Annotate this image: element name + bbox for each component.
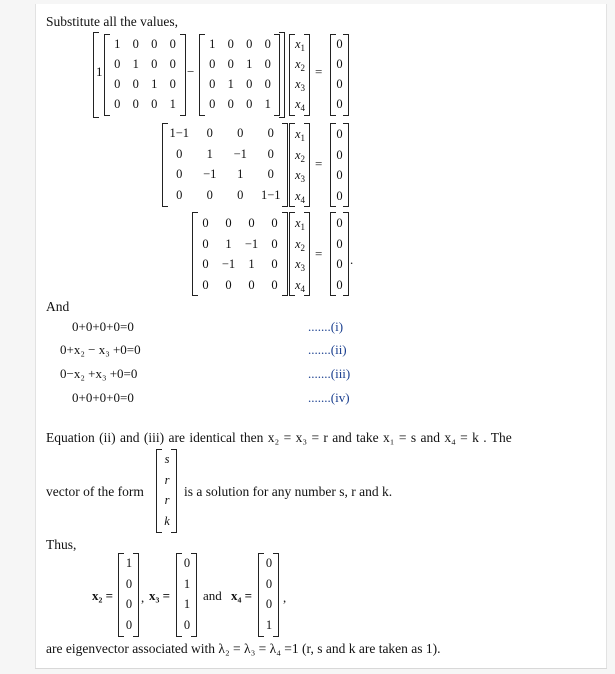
x-vector-cell: $x_1$	[294, 216, 306, 232]
eigvec-cell: 0	[183, 617, 191, 632]
matrix-2-cell: 0	[237, 126, 244, 140]
eigvec-cell: 1	[183, 576, 191, 591]
outer-bracket-right	[279, 32, 285, 118]
matrix-3-cell: 0	[202, 216, 209, 230]
eigvec-cell: 0	[183, 556, 191, 570]
identity-cell: 0	[169, 57, 176, 71]
identity-cell: 0	[132, 77, 139, 91]
identity-cell: 0	[132, 97, 139, 111]
identity-cell: 0	[169, 37, 176, 51]
equation-2: 0+x₂ − x₃ +0=0	[60, 342, 141, 357]
zero-vector-cell: 0	[336, 147, 343, 162]
a-matrix-cell: 0	[209, 97, 216, 111]
zero-vector-cell: 0	[336, 77, 343, 91]
minus-sign: −	[187, 64, 195, 79]
matrix-3-cell: −1	[244, 236, 259, 251]
scalar-one: 1	[96, 64, 103, 79]
eigvec-x3-name: x₃ =	[149, 588, 171, 603]
eigvec-x4	[260, 553, 278, 635]
vector-form-cell: s	[164, 452, 170, 466]
matrix-2-cell: 1−1	[260, 187, 281, 202]
equation-3: 0−x₂ +x₃ +0=0	[60, 366, 138, 381]
a-matrix-cell: 0	[227, 37, 234, 51]
zero-vector-cell: 0	[336, 97, 343, 111]
identity-cell: 0	[114, 57, 121, 71]
matrix-2-cell: 0	[267, 167, 274, 181]
x-vector-1	[291, 34, 309, 114]
a-matrix-cell: 1	[264, 97, 271, 111]
matrix-3-cell: 1	[248, 257, 255, 271]
x-vector-cell: $x_1$	[294, 37, 306, 53]
a-matrix-cell: 0	[227, 57, 234, 71]
matrix-2-cell: 0	[176, 146, 183, 161]
eigvec-x2-name: x₂ =	[92, 588, 114, 603]
identity-cell: 1	[151, 77, 158, 91]
x-vector-cell: $x_2$	[294, 236, 306, 253]
a-matrix-cell: 1	[227, 77, 234, 91]
vector-form	[158, 449, 176, 531]
eigvec-cell: 0	[125, 617, 133, 632]
a-matrix-cell: 1	[246, 57, 253, 71]
a-matrix-cell: 0	[264, 77, 271, 91]
matrix-2-cell: 1	[237, 167, 244, 181]
matrix-2-cell: 1	[206, 146, 213, 161]
eigvec-x3	[178, 553, 196, 635]
matrix-2-cell: 0	[267, 126, 274, 140]
vector-form-suffix: is a solution for any number s, r and k.	[184, 484, 393, 499]
vector-form-cell: r	[164, 472, 170, 487]
matrix-2-cell: 0	[237, 187, 244, 202]
a-matrix	[203, 34, 277, 114]
eigvec-and: and	[203, 588, 222, 603]
identity-cell: 1	[132, 57, 139, 71]
eigvec-x4-name: x₄ =	[231, 588, 253, 603]
matrix-3-cell: 0	[225, 277, 232, 292]
equation-tag-1: .......(i)	[308, 319, 344, 334]
trailing-dot: .	[350, 252, 354, 267]
matrix-3-cell: 0	[271, 236, 278, 251]
identity-cell: 0	[151, 37, 158, 51]
zero-vector-2	[331, 124, 348, 206]
matrix-3-cell: 0	[202, 257, 209, 271]
eigvec-cell: 1	[183, 597, 191, 611]
matrix-3-cell: 1	[225, 236, 232, 251]
matrix-2-cell: 0	[206, 187, 213, 202]
a-matrix-cell: 0	[264, 37, 271, 51]
identity-cell: 1	[114, 37, 121, 51]
identity-cell: 0	[151, 57, 158, 71]
intro-text: Substitute all the values,	[46, 14, 178, 29]
x-vector-cell: $x_4$	[294, 277, 306, 294]
vector-form-cell: r	[164, 493, 170, 507]
eigvec-cell: 0	[265, 597, 273, 611]
zero-vector-cell: 0	[336, 236, 343, 251]
matrix-2-cell: −1	[203, 167, 217, 181]
matrix-3-cell: 0	[271, 216, 278, 230]
identity-cell: 1	[169, 97, 176, 111]
matrix-2-cell: 0	[267, 146, 274, 161]
page-divider	[35, 668, 607, 669]
identity-cell: 0	[114, 77, 121, 91]
zero-vector-cell: 0	[336, 168, 343, 182]
equals-sign-1: =	[315, 64, 323, 79]
matrix-2-cell: 1−1	[169, 126, 190, 140]
identical-sentence: Equation (ii) and (iii) are identical then x₂ = x₃ = r and take x₁ = s and x₄ = k . The	[46, 430, 512, 445]
eigvec-comma-2: ,	[283, 590, 287, 605]
equation-4: 0+0+0+0=0	[72, 390, 134, 405]
identity-cell: 0	[114, 97, 121, 111]
identity-cell: 0	[132, 37, 139, 51]
eigvec-cell: 0	[125, 576, 133, 591]
conclusion-text: are eigenvector associated with λ₂ = λ₃ = λ₄ =1 (r, s and k are taken as 1).	[46, 641, 441, 656]
eigvec-cell: 1	[125, 556, 133, 570]
x-vector-cell: $x_1$	[294, 127, 306, 143]
zero-vector-cell: 0	[336, 37, 343, 51]
zero-vector-cell: 0	[336, 127, 343, 141]
matrix-3	[194, 213, 286, 295]
matrix-2-cell: −1	[233, 146, 247, 161]
thus-label: Thus,	[46, 537, 77, 552]
x-vector-2	[291, 124, 309, 206]
equation-tag-3: .......(iii)	[308, 366, 351, 381]
zero-vector-cell: 0	[336, 257, 343, 271]
and-label: And	[46, 299, 70, 314]
zero-vector-cell: 0	[336, 216, 343, 230]
matrix-2-cell: 0	[176, 187, 183, 202]
eigvec-cell: 0	[265, 556, 273, 570]
matrix-2-cell: 0	[176, 167, 183, 181]
x-vector-cell: $x_4$	[294, 188, 306, 205]
x-vector-cell: $x_2$	[294, 147, 306, 164]
zero-vector-cell: 0	[336, 188, 343, 203]
matrix-3-cell: 0	[271, 257, 278, 271]
zero-vector-cell: 0	[336, 57, 343, 71]
matrix-3-cell: 0	[248, 277, 255, 292]
eigvec-cell: 0	[265, 576, 273, 591]
x-vector-3	[291, 213, 309, 295]
equation-tag-4: .......(iv)	[308, 390, 350, 405]
equals-sign-3: =	[315, 246, 323, 261]
identity-matrix	[108, 34, 182, 114]
zero-vector-cell: 0	[336, 277, 343, 292]
matrix-2	[164, 123, 286, 205]
equals-sign-2: =	[315, 156, 323, 171]
identity-cell: 0	[151, 97, 158, 111]
eigvec-x2	[120, 553, 138, 635]
eigvec-comma-1: ,	[141, 590, 145, 605]
a-matrix-cell: 0	[264, 57, 271, 71]
matrix-3-cell: 0	[202, 277, 209, 292]
a-matrix-cell: 0	[227, 97, 234, 111]
eigvec-cell: 0	[125, 597, 133, 611]
x-vector-cell: $x_4$	[294, 97, 306, 113]
eigvec-cell: 1	[265, 617, 273, 632]
identity-cell: 0	[169, 77, 176, 91]
zero-vector-3	[331, 213, 348, 295]
matrix-3-cell: 0	[225, 216, 232, 230]
x-vector-cell: $x_3$	[294, 168, 306, 184]
matrix-3-cell: 0	[271, 277, 278, 292]
matrix-3-cell: 0	[202, 236, 209, 251]
vector-form-prefix: vector of the form	[46, 484, 144, 499]
a-matrix-cell: 0	[209, 57, 216, 71]
a-matrix-cell: 1	[209, 37, 216, 51]
x-vector-cell: $x_3$	[294, 77, 306, 93]
equation-tag-2: .......(ii)	[308, 342, 347, 357]
matrix-3-cell: 0	[248, 216, 255, 230]
x-vector-cell: $x_2$	[294, 57, 306, 73]
vector-form-cell: k	[164, 513, 170, 528]
a-matrix-cell: 0	[246, 97, 253, 111]
a-matrix-cell: 0	[246, 37, 253, 51]
a-matrix-cell: 0	[246, 77, 253, 91]
equation-1: 0+0+0+0=0	[72, 319, 134, 334]
matrix-2-cell: 0	[206, 126, 213, 140]
a-matrix-cell: 0	[209, 77, 216, 91]
x-vector-cell: $x_3$	[294, 257, 306, 273]
matrix-3-cell: −1	[221, 257, 236, 271]
zero-vector-1	[331, 34, 348, 114]
